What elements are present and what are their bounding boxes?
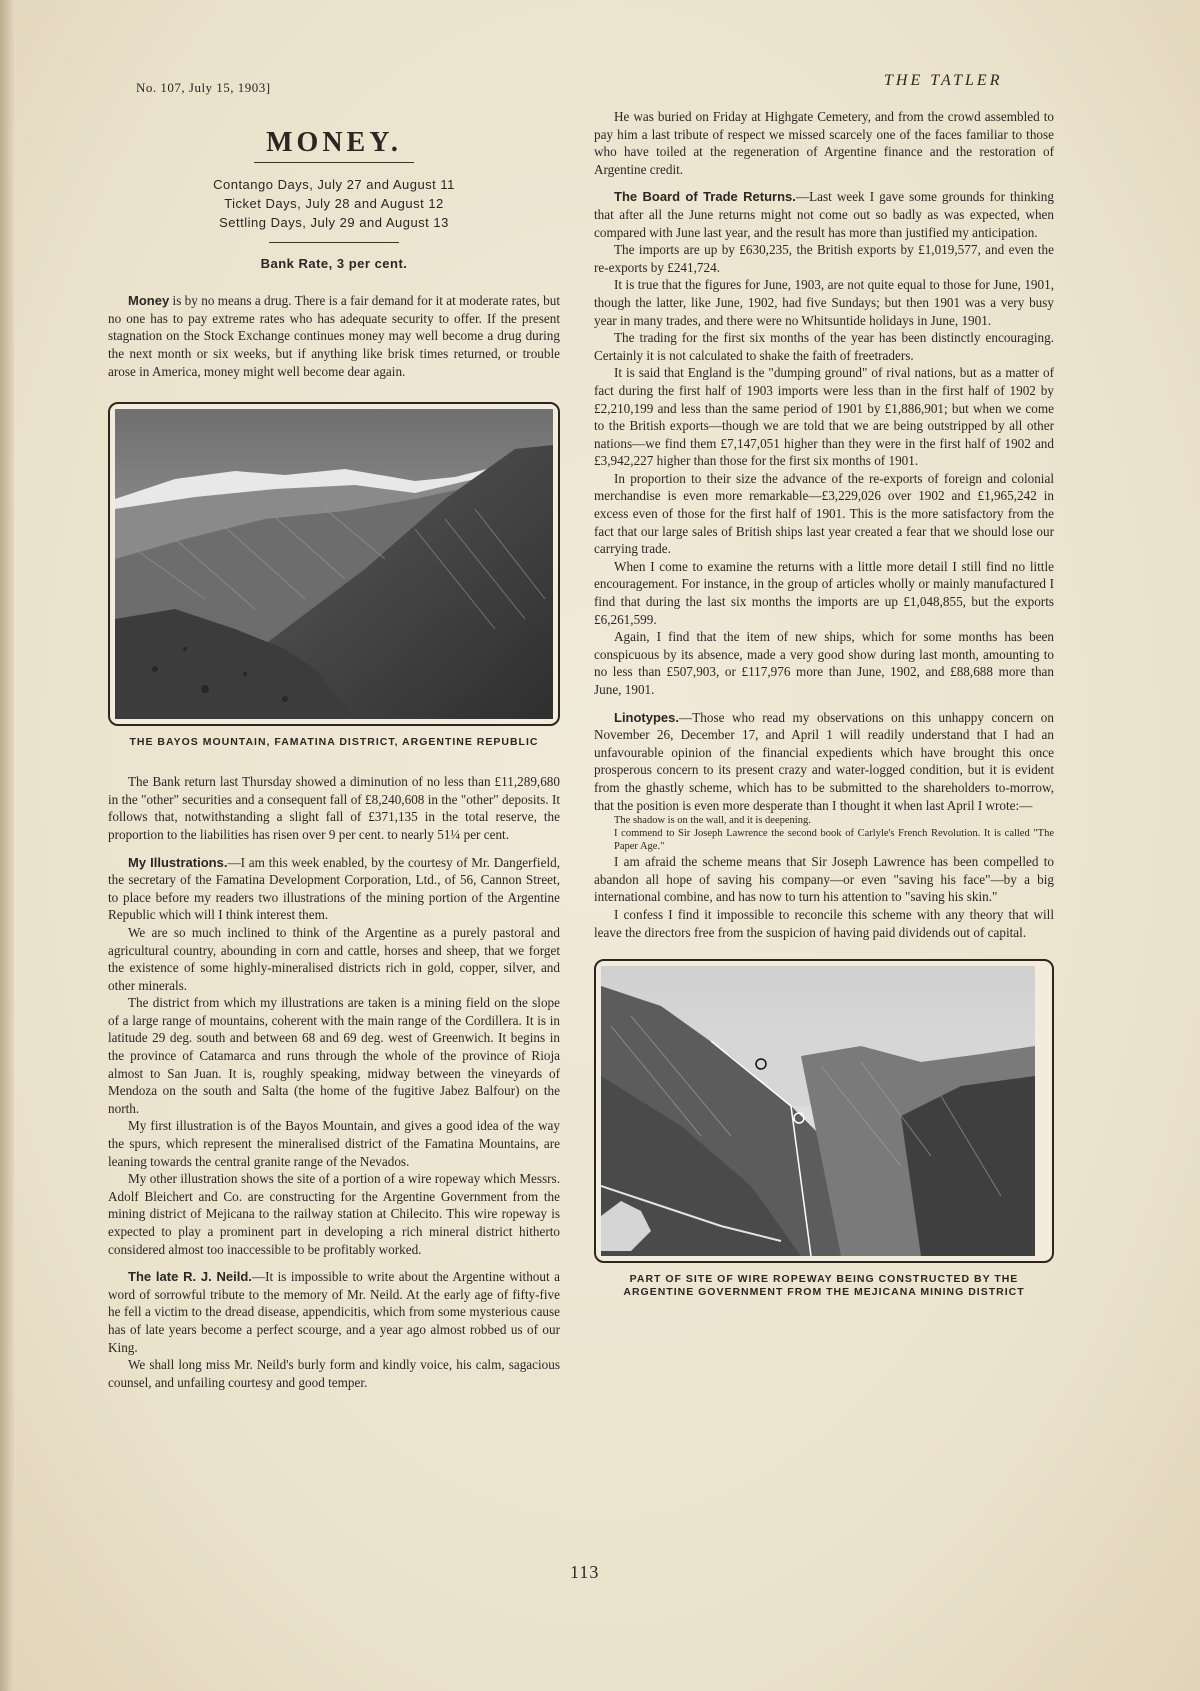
intro-text: is by no means a drug. There is a fair demand for it at moderate rates, but no one has to pay extreme rates who has adequate security to offer. If the present stagnation on the Stock Exchange continues money may well become a drug during the next month or six weeks, but if anything like brisk times returned, or trouble arose in America, money might well become dear again. bbox=[108, 293, 560, 379]
argentine-paragraph: We are so much inclined to think of the Argentine as a purely pastoral and agricultural country, abounding in corn and cattle, horses and sheep, that we forget the existence of some highly-mineralised districts rich in gold, copper, silver, and other minerals. bbox=[108, 924, 560, 993]
neild-lead: The late R. J. Neild. bbox=[128, 1269, 252, 1285]
ticket-days: Ticket Days, July 28 and August 12 bbox=[224, 195, 444, 211]
neild-miss-paragraph: We shall long miss Mr. Neild's burly form and kindly voice, his calm, sagacious counsel, and unfailing courtesy and good temper. bbox=[108, 1357, 560, 1390]
board-lead: The Board of Trade Returns. bbox=[614, 189, 796, 205]
illustrations-text: —I am this week enabled, by the courtesy of Mr. Dangerfield, the secretary of the Famatina Development Corporation, Ltd., of 56, Cannon Street, to place before my readers two illustrations of the mining portion of the Argentine Republic which will I think interest them. bbox=[108, 854, 560, 923]
intro-paragraph bbox=[108, 292, 560, 380]
illustrations-paragraph bbox=[108, 854, 560, 924]
contango-days: Contango Days, July 27 and August 11 bbox=[213, 176, 455, 192]
right-column bbox=[594, 108, 1054, 1299]
dates-rule bbox=[269, 242, 399, 243]
bayos-caption: THE BAYOS MOUNTAIN, FAMATINA DISTRICT, ARGENTINE REPUBLIC bbox=[129, 736, 539, 749]
other-illustration-paragraph: My other illustration shows the site of a portion of a wire ropeway which Messrs. Adolf Bleichert and Co. are constructing for the Argentine Government from the mining district of Mejicana to the railway station at Chilecito. This wire ropeway is expected to play a prominent part in developing a rich mineral district hitherto considered almost too inaccessible to be profitably worked. bbox=[108, 1171, 560, 1257]
dumping-paragraph: It is said that England is the "dumping ground" of rival nations, but as a matter of fact during the first half of 1903 imports were less than in the first half of 1902 by £2,210,199 and less than the same period of 1901 by £1,886,901; but when we come to the British exports—though we are told that we are being outstripped by all other nations—we find them £7,147,051 higher than they were in the first half of 1902 and £3,942,227 higher than those for the first six months of 1901. bbox=[594, 365, 1054, 469]
true-figures-paragraph: It is true that the figures for June, 1903, are not quite equal to those for June, 1901, though the latter, like June, 1902, had five Sundays; but then 1901 was a very busy year in many trades, and there were no Whitsuntide holidays in June, 1901. bbox=[594, 277, 1054, 328]
linotypes-paragraph bbox=[594, 709, 1054, 815]
page-number: 113 bbox=[570, 1562, 600, 1582]
magazine-header: THE TATLER bbox=[884, 72, 1003, 89]
board-text: —Last week I gave some grounds for thinking that after all the June returns might not come out so badly as was expected, when compared with June last year, and the result has more than justified my anticipation. bbox=[594, 189, 1054, 240]
ropeway-image bbox=[601, 966, 1035, 1256]
issue-header: No. 107, July 15, 1903] bbox=[136, 80, 271, 95]
afraid-paragraph: I am afraid the scheme means that Sir Joseph Lawrence has been compelled to abandon all hope of saving his company—or even "saving his face"—by a big international combine, and has now to turn his attention to "saving his skin." bbox=[594, 854, 1054, 905]
imports-paragraph: The imports are up by £630,235, the British exports by £1,019,577, and even the re-exports by £241,724. bbox=[594, 242, 1054, 275]
bayos-mountain-photo bbox=[108, 402, 560, 726]
buried-paragraph: He was buried on Friday at Highgate Cemetery, and from the crowd assembled to pay him a last tribute of respect we missed scarcely one of the faces familiar to those who have toiled at the regeneration of Argentine finance and the restoration of Argentine credit. bbox=[594, 109, 1054, 177]
intro-lead: Money bbox=[128, 293, 170, 309]
district-paragraph: The district from which my illustrations are taken is a mining field on the slope of a large range of mountains, coherent with the main range of the Cordillera. It is in latitude 29 deg. south and between 68 and 69 deg. west of Greenwich. It begins in the province of Catamarca and runs through the whole of the province of Rioja almost to San Juan. It is, roughly speaking, midway between the vineyards of Mendoza on the south and Salta (the home of the fugitive Jabez Balfour) on the north. bbox=[108, 995, 560, 1116]
settling-days: Settling Days, July 29 and August 13 bbox=[219, 214, 449, 230]
proportion-paragraph: In proportion to their size the advance of the re-exports of foreign and colonial merchandise is even more remarkable—£3,229,026 over 1902 and £1,965,242 in excess even of those for the first half of 1901. This is the more satisfactory from the fact that our large sales of British ships last year created a fear that we should lose our carrying trade. bbox=[594, 470, 1054, 557]
article-title: MONEY. bbox=[266, 127, 402, 158]
neild-paragraph bbox=[108, 1268, 560, 1356]
linotypes-lead: Linotypes. bbox=[614, 709, 680, 725]
quote-line-2: I commend to Sir Joseph Lawrence the second book of Carlyle's French Revolution. It is called "The Paper Age." bbox=[614, 828, 1054, 853]
ships-paragraph: Again, I find that the item of new ships, which for some months has been conspicuous by its absence, made a very good show during last month, amounting to no less than £507,903, or £117,976 more than June, 1902, and £88,688 more than June, 1901. bbox=[594, 629, 1054, 697]
title-rule bbox=[254, 162, 414, 163]
neild-text: —It is impossible to write about the Argentine without a word of sorrowful tribute to the memory of Mr. Neild. At the early age of fifty-five he fell a victim to the dread disease, appendicitis, which from some mysterious cause has of late years become a perfect scourge, and a year ago almost robbed us of our King. bbox=[108, 1269, 560, 1355]
confess-paragraph: I confess I find it impossible to reconcile this scheme with any theory that will leave the directors free from the suspicion of having paid dividends out of capital. bbox=[594, 906, 1054, 940]
quote-line-1: The shadow is on the wall, and it is deepening. bbox=[614, 815, 811, 827]
trading-paragraph: The trading for the first six months of the year has been distinctly encouraging. Certainly it is not calculated to shake the faith of freetraders. bbox=[594, 330, 1054, 363]
illustrations-lead: My Illustrations. bbox=[128, 854, 228, 870]
examine-paragraph: When I come to examine the returns with a little more detail I still find no little encouragement. For instance, in the group of articles wholly or mainly manufactured I find that during the last six months the imports are up £1,048,855, but the exports £6,261,599. bbox=[594, 558, 1054, 627]
page-spine-shadow bbox=[0, 0, 14, 1691]
first-illustration-paragraph: My first illustration is of the Bayos Mountain, and gives a good idea of the way the spurs, which represent the mineralised district of the Famatina Mountains, are leaning towards the central granite range of the Nevados. bbox=[108, 1118, 560, 1169]
ropeway-photo bbox=[594, 959, 1054, 1263]
bank-return-paragraph: The Bank return last Thursday showed a diminution of no less than £11,289,680 in the "other" securities and a consequent fall of £8,240,608 in the "other" deposits. It follows that, notwithstanding a slight fall of £371,135 in the total reserve, the proportion to the liabilities has risen over 9 per cent. to nearly 51¼ per cent. bbox=[108, 774, 560, 842]
ropeway-caption: PART OF SITE OF WIRE ROPEWAY BEING CONSTRUCTED BY THE ARGENTINE GOVERNMENT FROM THE MEJICANA MINING DISTRICT bbox=[623, 1273, 1025, 1299]
board-of-trade-paragraph bbox=[594, 188, 1054, 241]
bayos-mountain-image bbox=[115, 409, 553, 719]
settlement-dates bbox=[108, 175, 560, 232]
left-column bbox=[108, 127, 560, 1391]
bank-rate: Bank Rate, 3 per cent. bbox=[260, 255, 408, 271]
linotypes-text: —Those who read my observations on this unhappy concern on November 26, December 17, and April 1 will readily understand that I had an unfavourable opinion of the financial expedients which have brought this once prosperous concern to its present crazy and water-logged condition, but it is evident from the ghastly scheme, which has to be submitted to the shareholders to-morrow, that the position is even more desperate than I thought it when last April I wrote:— bbox=[594, 709, 1054, 813]
